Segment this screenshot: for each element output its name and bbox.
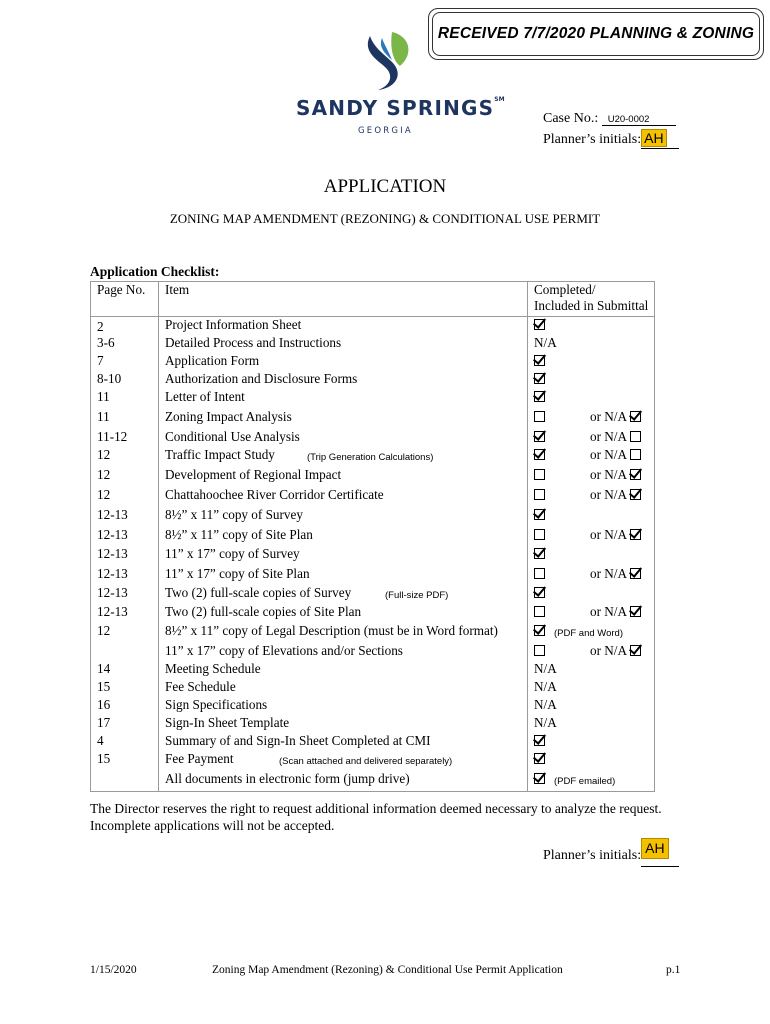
completed-checkbox[interactable] — [534, 568, 545, 579]
table-row — [91, 371, 655, 389]
row-item — [159, 585, 528, 604]
row-completed — [528, 447, 655, 467]
row-item — [159, 715, 528, 733]
row-item — [159, 661, 528, 679]
completed-checkbox-checked[interactable] — [534, 735, 545, 746]
row-page-number: 17 — [91, 715, 159, 733]
table-row — [91, 546, 655, 566]
completed-checkbox-checked[interactable] — [534, 753, 545, 764]
na-checkbox-checked[interactable] — [630, 606, 641, 617]
row-item-label: 11” x 17” copy of Survey — [165, 546, 300, 561]
row-item — [159, 566, 528, 585]
table-row — [91, 507, 655, 527]
table-row — [91, 751, 655, 771]
planner-initials-top — [543, 130, 679, 149]
or-na-option — [590, 566, 641, 582]
completed-checkbox[interactable] — [534, 645, 545, 656]
received-stamp — [428, 8, 764, 60]
table-row — [91, 467, 655, 487]
row-item — [159, 604, 528, 623]
row-completed — [528, 467, 655, 487]
row-item — [159, 409, 528, 429]
or-na-option — [590, 447, 641, 463]
row-item-label: 8½” x 11” copy of Site Plan — [165, 527, 313, 542]
row-completed — [528, 546, 655, 566]
director-notice-line-1: The Director reserves the right to request additional information deemed necessary to analyze the request. — [90, 801, 662, 816]
row-completed — [528, 771, 655, 791]
row-page-number: 12-13 — [91, 585, 159, 604]
row-completed — [528, 566, 655, 585]
row-item-note: (Scan attached and delivered separately) — [279, 756, 453, 767]
row-page-number: 12 — [91, 487, 159, 507]
or-na-option — [590, 487, 641, 503]
or-na-option — [590, 643, 641, 659]
header-item: Item — [159, 282, 528, 317]
row-item — [159, 353, 528, 371]
completed-checkbox[interactable] — [534, 469, 545, 480]
footer-page: p.1 — [666, 964, 681, 976]
received-stamp-text: RECEIVED 7/7/2020 PLANNING & ZONING — [432, 12, 760, 56]
row-completed-text: N/A — [534, 661, 557, 676]
row-item-label: Project Information Sheet — [165, 317, 302, 332]
row-completed — [528, 429, 655, 447]
row-item-label: Two (2) full-scale copies of Site Plan — [165, 604, 362, 619]
row-item-label: Sign-In Sheet Template — [165, 715, 290, 730]
or-na-label: or N/A — [590, 604, 627, 619]
na-checkbox-checked[interactable] — [630, 469, 641, 480]
completed-checkbox[interactable] — [534, 411, 545, 422]
row-item-label: Sign Specifications — [165, 697, 268, 712]
row-item-label: Two (2) full-scale copies of Survey — [165, 585, 352, 600]
page-title: APPLICATION — [323, 176, 447, 197]
row-item-note: (Full-size PDF) — [385, 590, 449, 601]
or-na-label: or N/A — [590, 447, 627, 462]
row-page-number — [91, 643, 159, 661]
director-notice-line-2: Incomplete applications will not be accepted. — [90, 818, 335, 833]
completed-checkbox-checked[interactable] — [534, 373, 545, 384]
row-page-number: 14 — [91, 661, 159, 679]
row-completed-note: (PDF emailed) — [554, 776, 616, 787]
or-na-option — [590, 429, 641, 445]
row-item-label: Meeting Schedule — [165, 661, 261, 676]
row-item-note: (Trip Generation Calculations) — [307, 452, 434, 463]
completed-checkbox[interactable] — [534, 489, 545, 500]
row-completed — [528, 371, 655, 389]
or-na-option — [590, 467, 641, 483]
row-item — [159, 546, 528, 566]
row-item-label: Authorization and Disclosure Forms — [165, 371, 358, 386]
case-number-value: U20-0002 — [602, 114, 676, 126]
row-item — [159, 335, 528, 353]
row-item-label: Development of Regional Impact — [165, 467, 342, 482]
case-number — [543, 111, 676, 127]
row-completed-text: N/A — [534, 335, 557, 350]
row-completed-text: N/A — [534, 697, 557, 712]
completed-checkbox-checked[interactable] — [534, 319, 545, 330]
row-item — [159, 317, 528, 336]
director-notice — [90, 800, 662, 834]
row-page-number: 12-13 — [91, 566, 159, 585]
footer-date: 1/15/2020 — [90, 964, 137, 976]
table-row — [91, 487, 655, 507]
row-item-label: Chattahoochee River Corridor Certificate — [165, 487, 384, 502]
row-page-number: 11 — [91, 389, 159, 409]
row-item-label: 8½” x 11” copy of Legal Description (must be in Word format) — [165, 623, 498, 638]
row-item — [159, 771, 528, 791]
table-row — [91, 604, 655, 623]
checklist-header-row — [91, 282, 655, 317]
row-completed — [528, 335, 655, 353]
planner-initials-bottom-value: AH — [641, 838, 668, 859]
table-row — [91, 409, 655, 429]
table-row — [91, 661, 655, 679]
or-na-label: or N/A — [590, 429, 627, 444]
completed-checkbox-checked[interactable] — [534, 509, 545, 520]
row-completed — [528, 604, 655, 623]
row-completed — [528, 507, 655, 527]
table-row — [91, 771, 655, 791]
row-item — [159, 697, 528, 715]
completed-checkbox[interactable] — [534, 606, 545, 617]
header-completed: Completed/ Included in Submittal — [528, 282, 655, 317]
row-completed — [528, 353, 655, 371]
row-item-label: Conditional Use Analysis — [165, 429, 300, 444]
row-item — [159, 679, 528, 697]
row-item-label: Fee Schedule — [165, 679, 236, 694]
na-checkbox-checked[interactable] — [630, 411, 641, 422]
table-row — [91, 715, 655, 733]
row-completed — [528, 317, 655, 336]
row-page-number: 15 — [91, 751, 159, 771]
row-item — [159, 643, 528, 661]
row-page-number: 11 — [91, 409, 159, 429]
row-item-label: Detailed Process and Instructions — [165, 335, 342, 350]
row-item-label: 8½” x 11” copy of Survey — [165, 507, 303, 522]
header-page: Page No. — [91, 282, 159, 317]
or-na-label: or N/A — [590, 566, 627, 581]
planner-initials-label: Planner’s initials: — [543, 132, 642, 147]
footer-title: Zoning Map Amendment (Rezoning) & Conditional Use Permit Application — [212, 964, 563, 976]
logo-wordmark: SANDY SPRINGS℠ — [296, 96, 505, 120]
na-checkbox[interactable] — [630, 431, 641, 442]
row-page-number: 15 — [91, 679, 159, 697]
row-completed — [528, 661, 655, 679]
row-completed — [528, 623, 655, 643]
row-page-number: 12-13 — [91, 507, 159, 527]
table-row — [91, 733, 655, 751]
table-row — [91, 353, 655, 371]
row-item — [159, 623, 528, 643]
completed-checkbox-checked[interactable] — [534, 449, 545, 460]
table-row — [91, 335, 655, 353]
row-completed — [528, 733, 655, 751]
logo-subtitle: GEORGIA — [358, 126, 413, 136]
row-page-number: 2 — [91, 317, 159, 336]
row-completed — [528, 389, 655, 409]
row-completed — [528, 643, 655, 661]
table-row — [91, 697, 655, 715]
completed-checkbox-checked[interactable] — [534, 391, 545, 402]
row-completed — [528, 409, 655, 429]
row-item — [159, 507, 528, 527]
completed-checkbox-checked[interactable] — [534, 548, 545, 559]
table-row — [91, 389, 655, 409]
table-row — [91, 317, 655, 336]
or-na-label: or N/A — [590, 467, 627, 482]
row-item-label: 11” x 17” copy of Elevations and/or Sections — [165, 643, 403, 658]
row-item — [159, 467, 528, 487]
row-item-label: Summary of and Sign-In Sheet Completed at CMI — [165, 733, 431, 748]
or-na-label: or N/A — [590, 487, 627, 502]
table-row — [91, 527, 655, 546]
page-subtitle: ZONING MAP AMENDMENT (REZONING) & CONDITIONAL USE PERMIT — [169, 211, 601, 226]
row-completed — [528, 715, 655, 733]
row-item — [159, 733, 528, 751]
row-completed-note: (PDF and Word) — [554, 628, 623, 639]
completed-checkbox-checked[interactable] — [534, 431, 545, 442]
row-page-number: 8-10 — [91, 371, 159, 389]
table-row — [91, 566, 655, 585]
checklist-heading: Application Checklist: — [90, 264, 220, 279]
na-checkbox-checked[interactable] — [630, 568, 641, 579]
row-page-number: 16 — [91, 697, 159, 715]
row-item — [159, 371, 528, 389]
row-item — [159, 429, 528, 447]
na-checkbox-checked[interactable] — [630, 489, 641, 500]
row-item — [159, 751, 528, 771]
completed-checkbox-checked[interactable] — [534, 587, 545, 598]
sandy-springs-logo-icon — [362, 30, 418, 92]
row-item-label: 11” x 17” copy of Site Plan — [165, 566, 310, 581]
row-item — [159, 527, 528, 546]
row-completed — [528, 751, 655, 771]
or-na-option — [590, 604, 641, 620]
row-page-number: 12 — [91, 467, 159, 487]
or-na-label: or N/A — [590, 643, 627, 658]
or-na-option — [590, 409, 641, 425]
row-completed — [528, 679, 655, 697]
row-page-number: 12-13 — [91, 546, 159, 566]
row-item-label: All documents in electronic form (jump drive) — [165, 771, 410, 786]
case-number-label: Case No.: — [543, 111, 599, 126]
row-item-label: Letter of Intent — [165, 389, 245, 404]
or-na-label: or N/A — [590, 409, 627, 424]
row-item — [159, 447, 528, 467]
completed-checkbox-checked[interactable] — [534, 625, 545, 636]
row-page-number: 12-13 — [91, 527, 159, 546]
row-page-number — [91, 771, 159, 791]
row-page-number: 7 — [91, 353, 159, 371]
na-checkbox-checked[interactable] — [630, 529, 641, 540]
planner-initials-value: AH — [641, 129, 666, 147]
row-item-label: Application Form — [165, 353, 260, 368]
row-page-number: 12 — [91, 623, 159, 643]
row-completed-text: N/A — [534, 715, 557, 730]
table-row — [91, 447, 655, 467]
row-completed — [528, 697, 655, 715]
table-row — [91, 585, 655, 604]
or-na-option — [590, 527, 641, 543]
row-completed — [528, 527, 655, 546]
na-checkbox-checked[interactable] — [630, 645, 641, 656]
row-page-number: 11-12 — [91, 429, 159, 447]
row-item — [159, 487, 528, 507]
completed-checkbox-checked[interactable] — [534, 355, 545, 366]
row-item-label: Zoning Impact Analysis — [165, 409, 292, 424]
row-completed — [528, 487, 655, 507]
table-row — [91, 623, 655, 643]
row-page-number: 12 — [91, 447, 159, 467]
checklist-table — [90, 281, 655, 792]
or-na-label: or N/A — [590, 527, 627, 542]
table-row — [91, 679, 655, 697]
table-row — [91, 643, 655, 661]
row-completed-text: N/A — [534, 679, 557, 694]
planner-initials-bottom-label: Planner’s initials: — [543, 848, 642, 863]
table-row — [91, 429, 655, 447]
row-item-label: Fee Payment — [165, 751, 234, 766]
row-page-number: 12-13 — [91, 604, 159, 623]
planner-initials-bottom — [543, 838, 679, 867]
completed-checkbox[interactable] — [534, 529, 545, 540]
na-checkbox[interactable] — [630, 449, 641, 460]
row-page-number: 4 — [91, 733, 159, 751]
completed-checkbox-checked[interactable] — [534, 773, 545, 784]
row-page-number: 3-6 — [91, 335, 159, 353]
row-item-label: Traffic Impact Study — [165, 447, 275, 462]
row-item — [159, 389, 528, 409]
